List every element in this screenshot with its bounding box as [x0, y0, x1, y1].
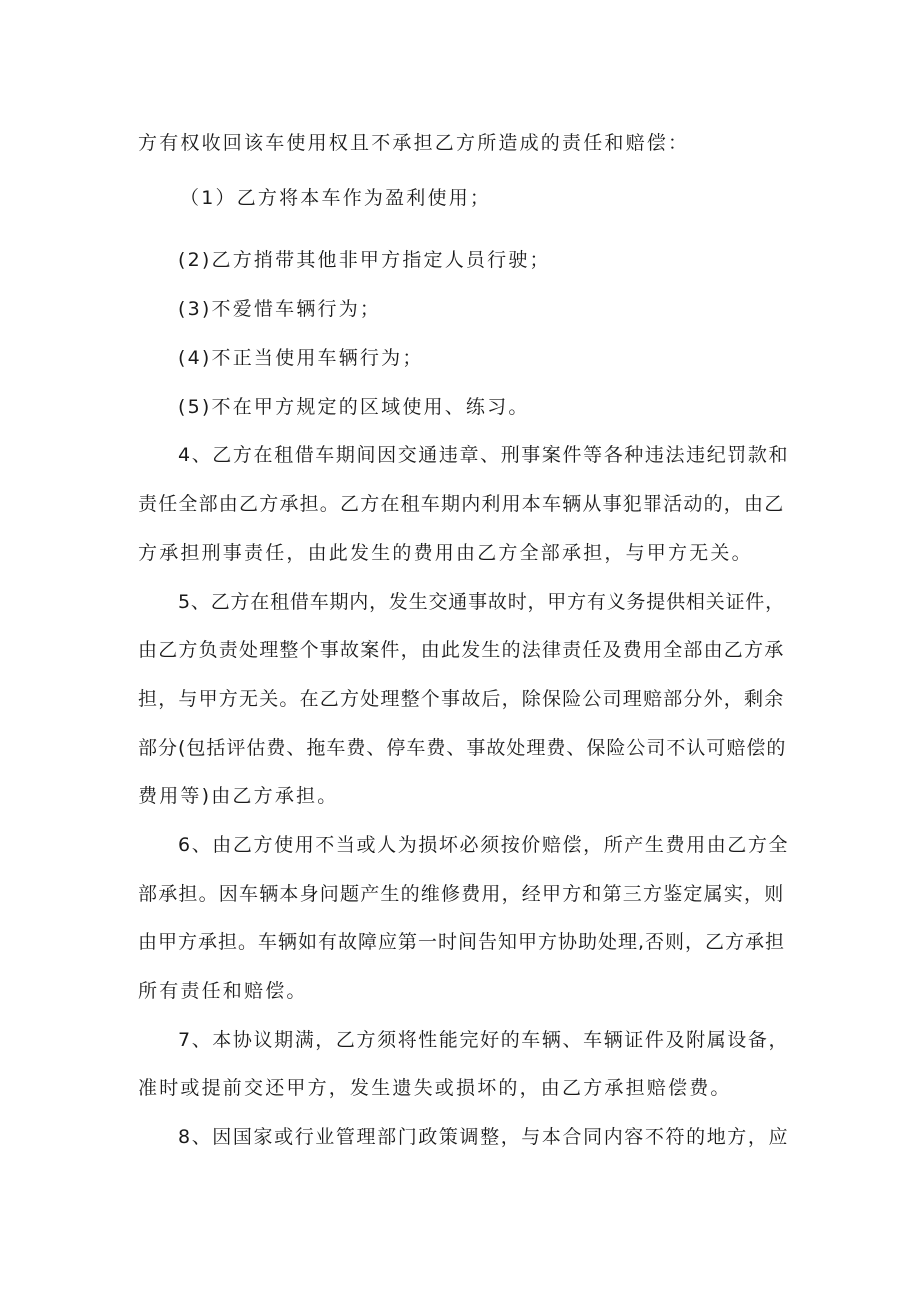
clause-6-line: 由甲方承担。车辆如有故障应第一时间告知甲方协助处理,否则，乙方承担: [138, 931, 786, 953]
clause-5-line: 部分(包括评估费、拖车费、停车费、事故处理费、保险公司不认可赔偿的: [138, 737, 787, 759]
clause-5-line: 由乙方负责处理整个事故案件，由此发生的法律责任及费用全部由乙方承: [138, 639, 785, 661]
clause-8-line: 8、因国家或行业管理部门政策调整，与本合同内容不符的地方，应: [178, 1126, 790, 1148]
clause-5-line: 费用等)由乙方承担。: [138, 785, 339, 807]
clause-6-line: 所有责任和赔偿。: [138, 980, 308, 1002]
clause-5-line: 5、乙方在租借车期内，发生交通事故时，甲方有义务提供相关证件，: [178, 591, 785, 613]
clause-6-line: 部承担。因车辆本身问题产生的维修费用，经甲方和第三方鉴定属实，则: [138, 883, 785, 905]
clause-7-line: 准时或提前交还甲方，发生遗失或损坏的，由乙方承担赔偿费。: [138, 1077, 732, 1099]
clause-6-line: 6、由乙方使用不当或人为损坏必须按价赔偿，所产生费用由乙方全: [178, 834, 790, 856]
clause-5-line: 担，与甲方无关。在乙方处理整个事故后，除保险公司理赔部分外，剩余: [138, 688, 785, 710]
list-item: (2)乙方捎带其他非甲方指定人员行驶；: [178, 249, 551, 271]
list-item: (3)不爱惜车辆行为；: [178, 298, 382, 320]
text-line: 方有权收回该车使用权且不承担乙方所造成的责任和赔偿：: [138, 132, 690, 154]
clause-4-line: 方承担刑事责任，由此发生的费用由乙方全部承担，与甲方无关。: [138, 542, 753, 564]
list-item: (5)不在甲方规定的区域使用、练习。: [178, 396, 530, 418]
list-item: (4)不正当使用车辆行为；: [178, 347, 424, 369]
clause-4-line: 责任全部由乙方承担。乙方在租车期内利用本车辆从事犯罪活动的，由乙: [138, 493, 785, 515]
list-item: （1）乙方将本车作为盈利使用；: [180, 187, 492, 209]
clause-4-line: 4、乙方在租借车期间因交通违章、刑事案件等各种违法违纪罚款和: [178, 444, 790, 466]
clause-7-line: 7、本协议期满，乙方须将性能完好的车辆、车辆证件及附属设备，: [178, 1029, 790, 1051]
